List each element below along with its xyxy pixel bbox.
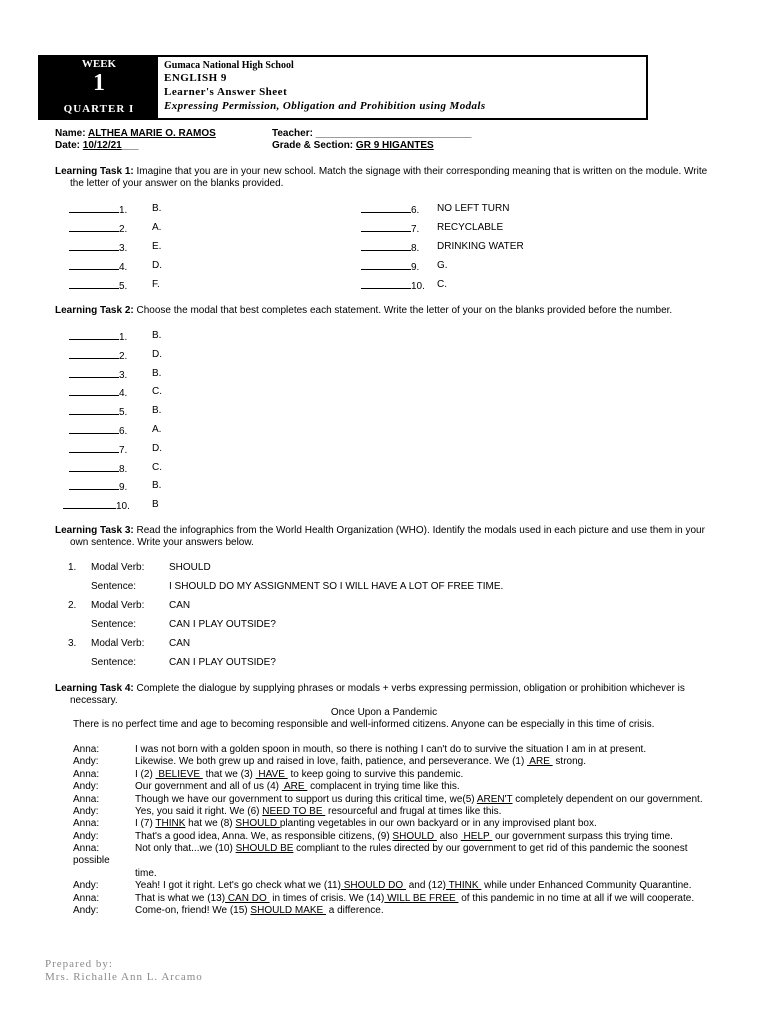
item-number: 10. — [116, 501, 130, 513]
dialogue-speaker: Anna: — [73, 818, 100, 830]
task1-title: Learning Task 1: — [55, 166, 134, 177]
dialogue-line — [135, 905, 384, 916]
dialogue-text: of this pandemic in no time at all if we will cooperate. — [458, 892, 695, 904]
task2-title: Learning Task 2: — [55, 305, 134, 316]
story-intro: There is no perfect time and age to becoming responsible and well-informed citizens. Anyone can be especially in this time of crisis. — [73, 719, 655, 730]
grade-label: Grade & Section: — [272, 140, 354, 151]
item-answer: B. — [152, 405, 162, 417]
week-label: WEEK — [81, 58, 117, 70]
item-number: 10. — [411, 281, 425, 292]
dialogue-answer: SHOULD — [235, 818, 280, 830]
task3-instruction — [55, 525, 705, 536]
item-answer: B — [152, 499, 159, 511]
date-tail: ___ — [121, 140, 139, 151]
item-answer: C. — [152, 386, 162, 398]
item-answer: B. — [152, 367, 162, 379]
task2-item — [69, 330, 127, 343]
task1-instruction — [55, 166, 707, 177]
answer-blank — [69, 260, 119, 270]
item-number: 3. — [119, 243, 128, 254]
item-number: 4. — [119, 262, 128, 273]
answer-blank — [69, 222, 119, 232]
task1-instruction-line1: Imagine that you are in your new school. Match the signage with their corresponding meaning that is written on the module. Write — [136, 166, 708, 177]
dialogue-text: and (12) — [405, 880, 446, 892]
dialogue-answer: THINK — [445, 880, 482, 892]
dialogue-text: That is what we (13) — [135, 892, 226, 904]
answer-blank — [69, 368, 119, 378]
dialogue-line — [135, 806, 501, 817]
dialogue-answer: BELIEVE — [155, 768, 203, 780]
dialogue-line — [135, 818, 597, 829]
dialogue-speaker: Andy: — [73, 781, 99, 793]
item-answer: B. — [152, 203, 162, 214]
task3-title: Learning Task 3: — [55, 525, 134, 536]
answer-blank — [69, 462, 119, 472]
item-answer: DRINKING WATER — [437, 241, 524, 252]
dialogue-line — [135, 831, 673, 842]
modal-verb-answer: SHOULD — [169, 562, 211, 573]
item-answer: B. — [152, 330, 162, 341]
task2-item — [69, 368, 127, 381]
task3-instruction-line2: own sentence. Write your answers below. — [70, 537, 254, 548]
answer-blank — [69, 386, 119, 396]
task1-item — [69, 279, 127, 292]
answer-blank — [69, 443, 119, 453]
quarter-label: QUARTER I — [63, 103, 135, 115]
task1-item — [361, 222, 419, 235]
dialogue-text: a difference. — [326, 905, 384, 917]
dialogue-speaker: Anna: — [73, 843, 100, 855]
answer-blank — [361, 203, 411, 213]
task2-item — [69, 424, 127, 437]
dialogue-speaker: Anna: — [73, 744, 100, 755]
dialogue-text: Though we have our government to support us during this critical time, we(5) — [135, 793, 477, 805]
dialogue-answer: SHOULD — [392, 830, 437, 842]
task3-item-number: 1. — [68, 562, 77, 573]
item-answer: D. — [152, 442, 162, 454]
dialogue-speaker: Anna: — [73, 768, 100, 780]
dialogue-text: planting vegetables in our own backyard or in any improvised plant box. — [279, 818, 597, 830]
item-number: 9. — [119, 482, 128, 494]
task4-title: Learning Task 4: — [55, 683, 134, 694]
dialogue-line — [135, 880, 691, 891]
item-answer: E. — [152, 241, 162, 252]
dialogue-answer: ARE — [281, 781, 308, 793]
item-answer: NO LEFT TURN — [437, 203, 510, 214]
dialogue-text: to keep going to survive this pandemic. — [287, 768, 464, 780]
task1-item — [69, 241, 127, 254]
item-number: 4. — [119, 388, 128, 400]
answer-blank — [69, 405, 119, 415]
dialogue-text: strong. — [552, 756, 587, 768]
answer-blank — [69, 279, 119, 289]
dialogue-line — [135, 843, 688, 854]
header-box — [38, 55, 648, 120]
modal-verb-answer: CAN — [169, 600, 191, 611]
story-title: Once Upon a Pandemic — [330, 707, 438, 718]
week-number: 1 — [93, 70, 105, 96]
item-number: 3. — [119, 369, 128, 381]
dialogue-speaker: Andy: — [73, 905, 99, 917]
dialogue-text: Yes, you said it right. We (6) — [135, 806, 263, 817]
item-number: 8. — [119, 463, 128, 475]
sentence-answer: CAN I PLAY OUTSIDE? — [169, 657, 276, 668]
item-number: 9. — [411, 262, 420, 273]
answer-blank — [361, 279, 411, 289]
name-label: Name: — [55, 128, 86, 139]
item-answer: C. — [152, 461, 162, 473]
dialogue-speaker: Andy: — [73, 830, 99, 842]
school-name: Gumaca National High School — [164, 60, 294, 71]
dialogue-text: Likewise. We both grew up and raised in love, faith, patience, and perseverance. We (1) — [135, 756, 528, 768]
dialogue-line — [135, 756, 586, 767]
dialogue-answer: THINK — [155, 818, 186, 830]
dialogue-text: our government surpass this trying time. — [492, 830, 673, 842]
answer-blank — [69, 349, 119, 359]
dialogue-text: Come-on, friend! We (15) — [135, 905, 251, 917]
header-text — [164, 59, 486, 113]
item-answer: D. — [152, 348, 162, 360]
task1-instruction-line2: the letter of your answer on the blanks provided. — [70, 178, 284, 189]
dialogue-text: also — [436, 830, 461, 842]
modal-verb-answer: CAN — [169, 638, 191, 649]
week-badge — [40, 57, 158, 118]
grade-row — [272, 140, 434, 151]
dialogue-speaker: Anna: — [73, 793, 100, 805]
dialogue-text: I (7) — [135, 818, 156, 830]
task1-item — [361, 241, 419, 254]
dialogue-answer: SHOULD MAKE — [250, 905, 326, 917]
dialogue-text: completely dependent on our government. — [512, 793, 703, 805]
dialogue-text: resourceful and frugal at times like this. — [325, 806, 502, 817]
dialogue-line — [135, 794, 703, 805]
date-value: 10/12/21 — [82, 140, 122, 151]
answer-blank — [361, 260, 411, 270]
dialogue-text: Our government and all of us (4) — [135, 781, 282, 793]
item-answer: A. — [152, 424, 162, 435]
dialogue-text: I (2) — [135, 768, 156, 780]
dialogue-speaker: Andy: — [73, 880, 99, 892]
item-number: 5. — [119, 407, 128, 419]
item-answer: A. — [152, 222, 162, 233]
topic: Expressing Permission, Obligation and Prohibition using Modals — [164, 100, 486, 112]
dialogue-line — [135, 893, 694, 904]
dialogue-text: that we (3) — [202, 768, 256, 780]
dialogue-answer: ARE — [527, 756, 553, 768]
item-number: 6. — [119, 426, 128, 437]
task2-item — [69, 349, 127, 362]
dialogue-wrap: time. — [135, 868, 157, 880]
dialogue-text: I was not born with a golden spoon in mouth, so there is nothing I can't do to survive the situation I am in at present. — [135, 744, 647, 755]
dialogue-answer: WILL BE FREE — [384, 892, 459, 904]
item-answer: B. — [152, 480, 162, 492]
task3-instruction-line1: Read the infographics from the World Health Organization (WHO). Identify the modals used in each picture and use them in your — [136, 525, 705, 536]
teacher-row — [272, 128, 471, 139]
task2-item — [69, 386, 127, 399]
sentence-answer: CAN I PLAY OUTSIDE? — [169, 619, 276, 630]
dialogue-speaker: Andy: — [73, 756, 99, 768]
task3-item-number: 3. — [68, 638, 77, 649]
item-number: 8. — [411, 243, 420, 254]
item-number: 7. — [119, 444, 128, 456]
task1-item — [69, 203, 127, 216]
dialogue-speaker: Andy: — [73, 806, 99, 817]
answer-blank — [361, 241, 411, 251]
task1-item — [361, 203, 419, 216]
dialogue-speaker: Anna: — [73, 892, 100, 904]
answer-blank — [69, 203, 119, 213]
answer-blank — [361, 222, 411, 232]
item-number: 6. — [411, 205, 420, 216]
item-answer: D. — [152, 260, 162, 271]
sentence-label: Sentence: — [91, 657, 137, 668]
task4-instruction-line2: necessary. — [70, 695, 118, 706]
dialogue-text: in times of crisis. We (14) — [269, 892, 385, 904]
teacher-value: ____________________________ — [315, 128, 472, 139]
dialogue-answer: CAN DO — [225, 892, 270, 904]
dialogue-answer: HAVE — [255, 768, 288, 780]
name-value: ALTHEA MARIE O. RAMOS — [88, 128, 216, 139]
task3-item-number: 2. — [68, 600, 77, 611]
dialogue-answer: AREN'T — [476, 793, 513, 805]
item-number: 1. — [119, 332, 128, 343]
grade-value: GR 9 HIGANTES — [355, 140, 434, 151]
task2-instruction-text: Choose the modal that best completes each statement. Write the letter of your on the blanks provided before the number. — [136, 305, 673, 316]
item-number: 2. — [119, 224, 128, 235]
date-row — [55, 140, 138, 151]
task2-item — [69, 480, 127, 493]
name-row — [55, 128, 216, 139]
item-number: 1. — [119, 205, 128, 216]
dialogue-text: Not only that...we (10) — [135, 843, 236, 855]
dialogue-line — [135, 781, 460, 792]
date-label: Date: — [55, 140, 81, 151]
dialogue-answer: HELP — [460, 830, 493, 842]
answer-blank — [69, 424, 119, 434]
dialogue-line — [135, 744, 646, 755]
item-number: 7. — [411, 224, 420, 235]
prepared-by — [45, 958, 203, 984]
dialogue-answer: SHOULD BE — [235, 843, 294, 855]
modal-verb-label: Modal Verb: — [91, 600, 145, 611]
item-answer: RECYCLABLE — [437, 222, 504, 233]
answer-blank — [63, 499, 116, 509]
dialogue-line — [135, 769, 463, 780]
item-number: 2. — [119, 350, 128, 362]
task4-instruction-line1: Complete the dialogue by supplying phrases or modals + verbs expressing permission, obligation or prohibition whichever is — [136, 683, 685, 694]
answer-blank — [69, 241, 119, 251]
task2-instruction — [55, 305, 672, 316]
dialogue-text: while under Enhanced Community Quarantine. — [481, 880, 692, 892]
dialogue-answer: SHOULD DO — [340, 880, 406, 892]
teacher-label: Teacher: — [272, 128, 313, 139]
dialogue-text: complacent in trying time like this. — [307, 781, 460, 793]
item-answer: C. — [437, 279, 447, 290]
task4-instruction — [55, 683, 685, 694]
item-number: 5. — [119, 281, 128, 292]
task2-item — [63, 499, 130, 512]
item-answer: F. — [152, 279, 160, 290]
sheet-title: Learner's Answer Sheet — [164, 86, 288, 98]
sentence-answer: I SHOULD DO MY ASSIGNMENT SO I WILL HAVE A LOT OF FREE TIME. — [169, 581, 504, 592]
item-answer: G. — [437, 260, 448, 271]
task1-item — [69, 260, 127, 273]
task2-item — [69, 405, 127, 418]
modal-verb-label: Modal Verb: — [91, 562, 145, 573]
task1-item — [361, 279, 425, 292]
answer-blank — [69, 330, 119, 340]
subject: ENGLISH 9 — [164, 72, 227, 84]
modal-verb-label: Modal Verb: — [91, 638, 145, 649]
task1-item — [69, 222, 127, 235]
answer-blank — [69, 480, 119, 490]
task1-item — [361, 260, 419, 273]
task2-item — [69, 443, 127, 456]
dialogue-text: compliant to the rules directed by our government to get rid of this pandemic the soonest — [293, 843, 688, 855]
dialogue-text: hat we (8) — [185, 818, 236, 830]
sentence-label: Sentence: — [91, 619, 137, 630]
dialogue-text: That's a good idea, Anna. We, as responsible citizens, (9) — [135, 830, 393, 842]
dialogue-wrap: possible — [73, 855, 110, 867]
dialogue-answer: NEED TO BE — [262, 806, 326, 817]
prepared-by-label: Prepared by: — [45, 958, 113, 970]
dialogue-text: Yeah! I got it right. Let's go check what we (11) — [135, 880, 341, 892]
task2-item — [69, 462, 127, 475]
preparer-name: Mrs. Richalle Ann L. Arcamo — [45, 971, 203, 983]
sentence-label: Sentence: — [91, 581, 137, 592]
